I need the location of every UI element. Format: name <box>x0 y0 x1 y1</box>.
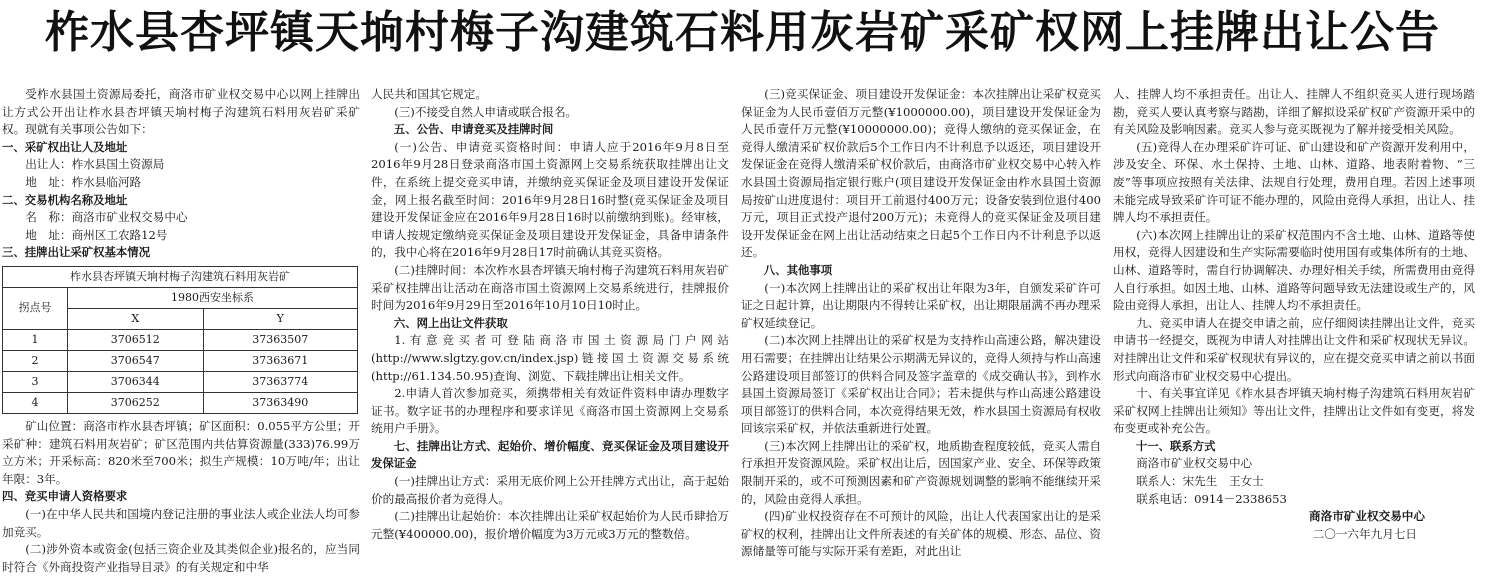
table-caption: 柞水县杏坪镇天垧村梅子沟建筑石料用灰岩矿 <box>3 266 358 287</box>
documents-paragraph-1: 1.有意竞买者可登陆商洛市国土资源局门户网站(http://www.slgtzy.gov.cn/index.jsp)链接国土资源交易系统(http://61.134.50.95)查询、浏览、下载挂牌出让相关文件。 <box>371 333 729 383</box>
table-cell-x: 3706547 <box>68 350 204 371</box>
section-2-title: 二、交易机构名称及地址 <box>2 192 128 207</box>
table-cell-y: 37363490 <box>203 392 358 413</box>
table-cell-point: 1 <box>3 329 68 350</box>
table-header-system: 1980西安坐标系 <box>68 287 358 308</box>
schedule-paragraph-1: (一)公告、申请竞买资格时间：申请人应于2016年9月8日至2016年9月28日登录商洛市国土资源网上交易系统获取挂牌出让文件，在系统上提交竞买申请，并缴纳竞买保证金及项目建设开发保证金，网上报名截至时间：2016年9月28日16时整(竞买保证金及项目建设开发保证金应在2016年9月28日16时以前缴纳到账)。经审核，申请人按规定缴纳竞买保证金及项目建设开发保证金，具备申请条件的，我中心将在2016年9月28日17时前确认其竞买资格。 <box>371 139 729 260</box>
section-8-title: 八、其他事项 <box>763 262 833 277</box>
transferor-line: 出让人：柞水县国土资源局 <box>25 157 165 172</box>
agency-name-line: 名 称：商洛市矿业权交易中心 <box>25 210 188 225</box>
qualification-paragraph-1: (一)在中华人民共和国境内登记注册的事业法人或企业法人均可参加竞买。 <box>2 506 360 539</box>
intro-paragraph: 受柞水县国土资源局委托，商洛市矿业权交易中心以网上挂牌出让方式公开出让柞水县杏坪镇天垧村梅子沟建筑石料用灰岩矿采矿权。现就有关事项公告如下： <box>2 87 360 137</box>
section-4-title: 四、竞买申请人资格要求 <box>2 489 128 504</box>
column-2 <box>371 86 729 543</box>
other-matters-paragraph-2: (二)本次网上挂牌出让的采矿权是为支持柞山高速公路，解决建设用石需要；在挂牌出让结果公示期满无异议的，竞得人须持与柞山高速公路建设项目部签订的供料合同及签字盖章的《成交确认书》，到柞水县国土资源局签订《采矿权出让合同》；若未提供与柞山高速公路建设项目部签订的供料合同，本次竞得结果无效，柞水县国土资源局有权收回该宗采矿权，并依法重新进行处置。 <box>741 333 1101 436</box>
section-10-paragraph: 十、有关事宜详见《柞水县杏坪镇天垧村梅子沟建筑石料用灰岩矿采矿权网上挂牌出让须知》等出让文件，挂牌出让文件如有变更，将发布变更或补充公告。 <box>1113 386 1475 436</box>
other-matters-continuation: 人、挂牌人均不承担责任。出让人、挂牌人不组织竞买人进行现场踏勘，竞买人要认真考察与踏勘，详细了解拟设采矿权矿产资源开采中的有关风险及影响因素。竞买人参与竞买既视为了解并接受相关风险。 <box>1113 87 1475 137</box>
contact-persons: 联系人：宋先生 王女士 <box>1136 474 1264 489</box>
contact-phone: 联系电话：0914－2338653 <box>1136 491 1287 506</box>
table-cell-x: 3706252 <box>68 392 204 413</box>
method-paragraph-1: (一)挂牌出让方式：采用无底价网上公开挂牌方式出让，高于起始价的最高报价者为竞得人。 <box>371 474 729 506</box>
table-cell-x: 3706512 <box>68 329 204 350</box>
section-3-title: 三、挂牌出让采矿权基本情况 <box>2 245 151 260</box>
section-9-paragraph: 九、竞买申请人在提交申请之前，应仔细阅读挂牌出让文件，竞买申请书一经提交，既视为申请人对挂牌出让文件和采矿权现状无异议。对挂牌出让文件和采矿权现状有异议的，应在提交竞买申请之前以书面形式向商洛市矿业权交易中心提出。 <box>1113 315 1475 383</box>
qualification-continuation: 人民共和国其它规定。 <box>371 87 487 101</box>
table-cell-y: 37363507 <box>203 329 358 350</box>
other-matters-paragraph-4: (四)矿业权投资存在不可预计的风险，出让人代表国家出让的是采矿权的权利，挂牌出让文件所表述的有关矿体的规模、形态、品位、资源储量等可能与实际开采有差距，对此出让 <box>741 509 1101 559</box>
column-3 <box>741 86 1101 561</box>
table-row <box>3 392 358 413</box>
other-matters-paragraph-5: (五)竞得人在办理采矿许可证、矿山建设和矿产资源开发利用中，涉及安全、环保、水土保持、土地、山林、道路、地表附着物、“三废”等事项应按照有关法律、法规自行处理，费用自理。若因上述事项未能完成导致采矿许可证不能办理的，风险由竞得人承担，出让人、挂牌人均不承担责任。 <box>1113 139 1475 225</box>
qualification-paragraph-2: (二)涉外资本或资金(包括三资企业及其类似企业)报名的，应当同时符合《外商投资产业指导目录》的有关规定和中华 <box>2 542 360 574</box>
mine-info-paragraph: 矿山位置：商洛市柞水县杏坪镇；矿区面积：0.055平方公里；开采矿种：建筑石料用灰岩矿；矿区范围内共估算资源量(333)76.99万立方米；开采标高：820米至700米；拟生产规模：10万吨/年；出让年限：3年。 <box>2 418 360 486</box>
table-header-point: 拐点号 <box>3 287 68 329</box>
deposit-paragraph: (三)竞买保证金、项目建设开发保证金：本次挂牌出让采矿权竞买保证金为人民币壹佰万元整(¥1000000.00)，项目建设开发保证金为人民币壹仟万元整(¥10000000.00)；竞得人缴纳的竞买保证金，在竞得人缴清采矿权价款后5个工作日内不计利息予以返还，项目建设开发保证金在竞得人缴清采矿权价款后，由商洛市矿业权交易中心转入柞水县国土资源局指定银行账户(项目建设开发保证金由柞水县国土资源局按矿山进度退付：项目开工前退付400万元；设备安装到位退付400万元，项目正式投产退付200万元)；未竞得人的竞买保证金及项目建设开发保证金在网上出让活动结束之日起5个工作日内不计利息予以返还。 <box>741 87 1101 260</box>
table-row <box>3 350 358 371</box>
table-row <box>3 371 358 392</box>
table-cell-point: 3 <box>3 371 68 392</box>
qualification-paragraph-3: (三)不接受自然人申请或联合报名。 <box>394 104 578 119</box>
signature-organization: 商洛市矿业权交易中心 <box>1309 509 1425 524</box>
agency-address-line: 地 址：商州区工农路12号 <box>25 227 168 242</box>
other-matters-paragraph-3: (三)本次网上挂牌出让的采矿权，地质勘查程度较低，竞买人需自行承担开发资源风险。采矿权出让后，因国家产业、安全、环保等政策限制开采的，或不可预测因素和矿产资源规划调整的影响不能继续开采的，风险由竞得人承担。 <box>741 438 1101 506</box>
transferor-address-line: 地 址：柞水县临河路 <box>25 174 142 189</box>
other-matters-paragraph-6: (六)本次网上挂牌出让的采矿权范围内不含土地、山林、道路等使用权，竞得人因建设和生产实际需要临时使用国有或集体所有的土地、山林、道路等时，需自行协调解决、办理好相关手续，所需费用由竞得人自行承担。如因土地、山林、道路等问题导致无法建设或生产的，风险由竞得人承担，出让人、挂牌人均不承担责任。 <box>1113 227 1475 313</box>
table-cell-y: 37363671 <box>203 350 358 371</box>
table-header-y: Y <box>203 308 358 329</box>
table-cell-point: 4 <box>3 392 68 413</box>
table-cell-x: 3706344 <box>68 371 204 392</box>
other-matters-paragraph-1: (一)本次网上挂牌出让的采矿权出让年限为3年，自颁发采矿许可证之日起计算，出让期限内不得转让采矿权，出让期限届满不再办理采矿权延续登记。 <box>741 280 1101 330</box>
section-1-title: 一、采矿权出让人及地址 <box>2 139 128 154</box>
signature-date: 二〇一六年九月七日 <box>1312 526 1417 541</box>
table-cell-y: 37363774 <box>203 371 358 392</box>
table-cell-point: 2 <box>3 350 68 371</box>
schedule-paragraph-2: (二)挂牌时间：本次柞水县杏坪镇天垧村梅子沟建筑石料用灰岩矿采矿权挂牌出让活动在商洛市国土资源网上交易系统进行，挂牌报价时间为2016年9月29日至2016年10月10日10时止。 <box>371 262 729 313</box>
contact-organization: 商洛市矿业权交易中心 <box>1136 456 1253 471</box>
section-11-title: 十一、联系方式 <box>1135 438 1216 453</box>
section-5-title: 五、公告、申请竞买及挂牌时间 <box>393 122 554 137</box>
column-4 <box>1113 86 1475 543</box>
coordinates-table <box>2 266 358 414</box>
section-7-title: 七、挂牌出让方式、起始价、增价幅度、竞买保证金及项目建设开发保证金 <box>371 438 729 471</box>
section-6-title: 六、网上出让文件获取 <box>393 315 508 330</box>
announcement-headline: 柞水县杏坪镇天垧村梅子沟建筑石料用灰岩矿采矿权网上挂牌出让公告 <box>45 7 1440 58</box>
documents-paragraph-2: 2.申请人首次参加竞买，须携带相关有效证件资料申请办理数字证书。数字证书的办理程序和要求详见《商洛市国土资源网上交易系统用户手册》。 <box>371 386 729 436</box>
method-paragraph-2: (二)挂牌出让起始价：本次挂牌出让采矿权起始价为人民币肆拾万元整(¥400000.00)，报价增价幅度为3万元或3万元的整数倍。 <box>371 509 729 541</box>
table-header-x: X <box>68 308 204 329</box>
column-1 <box>2 86 360 576</box>
table-row <box>3 329 358 350</box>
